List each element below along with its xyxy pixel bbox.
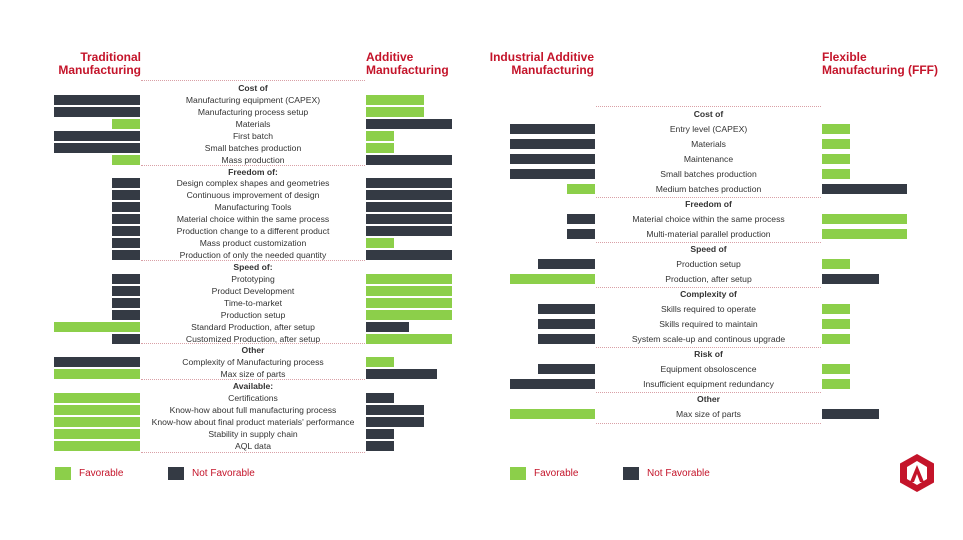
comparison-row xyxy=(0,138,963,150)
favorable-bar xyxy=(510,274,595,284)
row-label: Skills required to maintain xyxy=(659,319,758,329)
table-top-divider xyxy=(596,106,821,107)
comparison-row xyxy=(0,428,963,440)
row-label: Equipment obsoloscence xyxy=(660,364,757,374)
row-label: Production, after setup xyxy=(665,274,752,284)
row-label: Small batches production xyxy=(204,142,302,153)
header-flexible-manufacturing xyxy=(822,51,952,77)
not-favorable-bar xyxy=(538,319,595,329)
favorable-bar xyxy=(822,229,907,239)
not-favorable-bar xyxy=(538,304,595,314)
section-divider xyxy=(596,242,821,243)
row-label: Product Development xyxy=(211,285,295,296)
header-industrial-additive-manufacturing xyxy=(470,51,594,77)
legend-favorable-swatch xyxy=(55,467,71,480)
legend-not-favorable-label: Not Favorable xyxy=(192,468,255,479)
favorable-bar xyxy=(567,184,595,194)
header-line: Manufacturing xyxy=(511,63,594,77)
not-favorable-bar xyxy=(822,184,907,194)
legend-not-favorable-swatch xyxy=(623,467,639,480)
row-label: Production setup xyxy=(220,309,286,320)
not-favorable-bar xyxy=(567,214,595,224)
row-label: Material choice within the same process xyxy=(176,214,330,225)
row-label: Max size of parts xyxy=(676,409,741,419)
comparison-row xyxy=(0,408,963,420)
section-label: Speed of: xyxy=(233,261,273,272)
favorable-bar xyxy=(510,409,595,419)
row-label: Maintenance xyxy=(683,154,734,164)
header-line: Additive xyxy=(366,50,414,64)
section-header-row xyxy=(0,393,963,405)
row-label: Materials xyxy=(691,139,726,149)
section-divider xyxy=(596,287,821,288)
row-label: Know-how about full manufacturing process xyxy=(169,405,337,416)
row-label: Production change to a different product xyxy=(176,226,330,237)
not-favorable-bar xyxy=(567,229,595,239)
legend-favorable-swatch xyxy=(510,467,526,480)
row-label: Manufacturing equipment (CAPEX) xyxy=(185,94,321,105)
comparison-row xyxy=(0,94,963,106)
comparison-row xyxy=(0,378,963,390)
section-label: Freedom of xyxy=(685,199,732,209)
favorable-bar xyxy=(822,139,850,149)
row-label: Mass production xyxy=(221,154,285,165)
not-favorable-bar xyxy=(54,95,140,105)
section-label: Complexity of xyxy=(680,289,737,299)
legend-not-favorable-swatch xyxy=(168,467,184,480)
row-label: AQL data xyxy=(235,440,271,451)
row-label: Manufacturing Tools xyxy=(214,202,292,213)
legend-favorable-label: Favorable xyxy=(79,468,124,479)
favorable-bar xyxy=(366,95,424,105)
not-favorable-bar xyxy=(538,364,595,374)
row-label: Manufacturing process setup xyxy=(197,106,309,117)
comparison-row xyxy=(0,153,963,165)
section-label: Freedom of: xyxy=(228,166,278,177)
section-header-row xyxy=(0,108,963,120)
not-favorable-bar xyxy=(366,441,394,451)
table-bottom-divider xyxy=(596,423,821,424)
comparison-row xyxy=(0,168,963,180)
comparison-row xyxy=(0,183,963,195)
favorable-bar xyxy=(822,334,850,344)
legend-not-favorable-label: Not Favorable xyxy=(647,468,710,479)
favorable-bar xyxy=(822,319,850,329)
section-divider xyxy=(596,197,821,198)
comparison-row xyxy=(0,440,963,452)
table-top-divider xyxy=(141,80,365,81)
header-additive-manufacturing xyxy=(366,51,476,77)
not-favorable-bar xyxy=(822,274,879,284)
favorable-bar xyxy=(822,154,850,164)
comparison-row xyxy=(0,258,963,270)
header-line: Manufacturing xyxy=(366,63,449,77)
section-divider xyxy=(596,347,821,348)
row-label: First batch xyxy=(232,130,274,141)
row-label: Mass product customization xyxy=(199,238,307,249)
favorable-bar xyxy=(822,259,850,269)
not-favorable-bar xyxy=(366,429,394,439)
row-label: Prototyping xyxy=(231,273,275,284)
header-line: Flexible xyxy=(822,50,867,64)
favorable-bar xyxy=(822,169,850,179)
favorable-bar xyxy=(822,214,907,224)
header-line: Manufacturing xyxy=(58,63,141,77)
favorable-bar xyxy=(54,429,140,439)
not-favorable-bar xyxy=(538,259,595,269)
section-header-row xyxy=(0,82,963,94)
comparison-row xyxy=(0,363,963,375)
section-header-row xyxy=(0,198,963,210)
favorable-bar xyxy=(822,304,850,314)
row-label: Production setup xyxy=(676,259,741,269)
not-favorable-bar xyxy=(510,124,595,134)
row-label: Customized Production, after setup xyxy=(185,333,321,344)
favorable-bar xyxy=(822,364,850,374)
not-favorable-bar xyxy=(510,169,595,179)
comparison-row xyxy=(0,333,963,345)
row-label: Continuous improvement of design xyxy=(186,190,320,201)
row-label: Complexity of Manufacturing process xyxy=(182,357,324,368)
legend-favorable-label: Favorable xyxy=(534,468,579,479)
row-label: Small batches production xyxy=(660,169,757,179)
header-line: Manufacturing (FFF) xyxy=(822,63,938,77)
row-label: Multi-material parallel production xyxy=(646,229,771,239)
comparison-row xyxy=(0,228,963,240)
header-line: Industrial Additive xyxy=(489,50,594,64)
section-label: Risk of xyxy=(694,349,723,359)
row-label: Production of only the needed quantity xyxy=(179,250,327,261)
comparison-row xyxy=(0,318,963,330)
section-header-row xyxy=(0,243,963,255)
comparison-row xyxy=(0,123,963,135)
row-label: Time-to-market xyxy=(224,297,282,308)
header-traditional-manufacturing xyxy=(40,51,141,77)
row-label: Max size of parts xyxy=(220,369,286,380)
row-label: Skills required to operate xyxy=(660,304,757,314)
header-line: Traditional xyxy=(80,50,141,64)
section-label: Available: xyxy=(232,381,274,392)
row-label: Stability in supply chain xyxy=(208,428,298,439)
favorable-bar xyxy=(822,124,850,134)
comparison-row xyxy=(0,213,963,225)
section-header-row xyxy=(0,288,963,300)
row-label: Material choice within the same process xyxy=(632,214,785,224)
section-label: Other xyxy=(697,394,720,404)
section-header-row xyxy=(0,348,963,360)
favorable-bar xyxy=(54,441,140,451)
comparison-row xyxy=(0,273,963,285)
row-label: Standard Production, after setup xyxy=(191,321,315,332)
row-label: Medium batches production xyxy=(655,184,762,194)
row-label: Insufficient equipment redundancy xyxy=(643,379,774,389)
row-label: Know-how about final product materials' performance xyxy=(151,417,355,428)
row-label: System scale-up and continous upgrade xyxy=(631,334,786,344)
section-divider xyxy=(596,392,821,393)
not-favorable-bar xyxy=(822,409,879,419)
not-favorable-bar xyxy=(510,379,595,389)
row-label: Certifications xyxy=(228,393,278,404)
table-bottom-divider xyxy=(141,452,365,453)
company-logo-icon xyxy=(897,452,937,494)
comparison-row xyxy=(0,303,963,315)
section-label: Speed of xyxy=(690,244,727,254)
not-favorable-bar xyxy=(510,139,595,149)
row-label: Design complex shapes and geometries xyxy=(176,178,330,189)
not-favorable-bar xyxy=(538,334,595,344)
section-label: Cost of xyxy=(238,83,268,93)
favorable-bar xyxy=(822,379,850,389)
row-label: Entry level (CAPEX) xyxy=(669,124,748,134)
section-label: Other xyxy=(241,345,265,356)
row-label: Materials xyxy=(235,118,271,129)
not-favorable-bar xyxy=(510,154,595,164)
section-label: Cost of xyxy=(693,109,724,119)
